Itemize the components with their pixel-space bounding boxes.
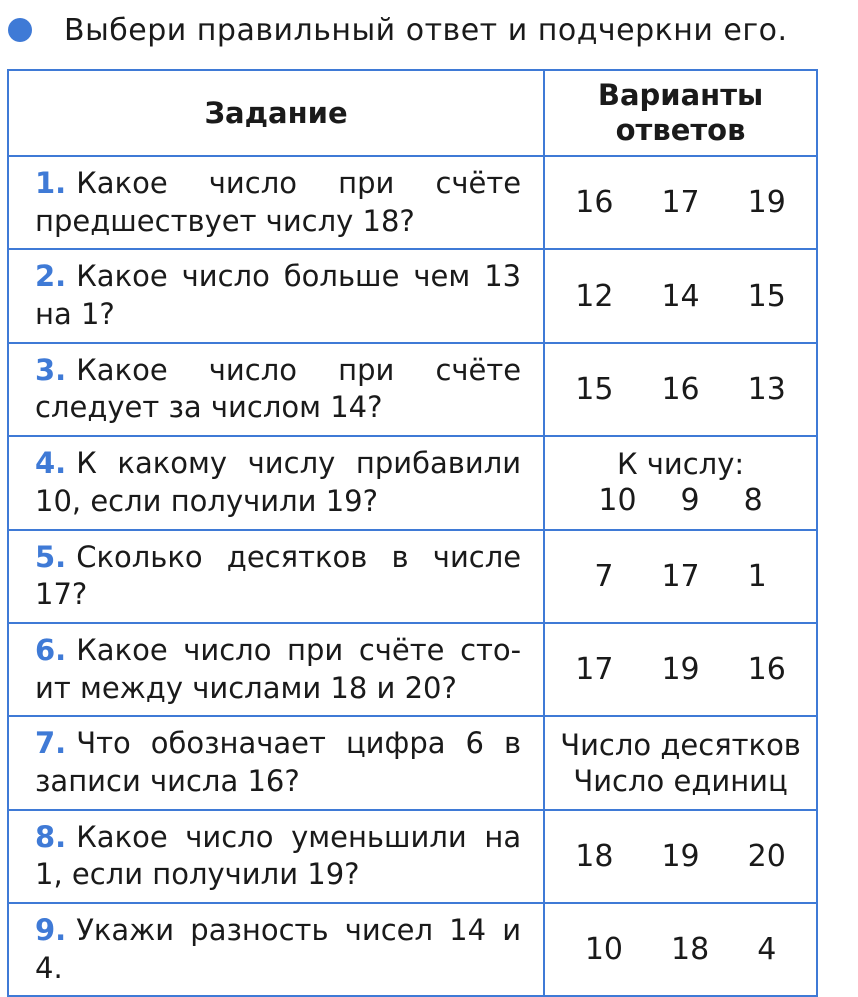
answer-option[interactable]: 17 xyxy=(575,652,614,688)
answer-cell xyxy=(544,623,817,716)
task-text: Сколько десятков в числе 17? xyxy=(35,539,522,612)
task-number: 3. xyxy=(35,352,67,387)
answer-option[interactable]: 16 xyxy=(661,371,700,407)
answer-cell xyxy=(544,436,817,529)
answer-cell xyxy=(544,343,817,436)
header-task: Задание xyxy=(8,70,544,156)
task-cell xyxy=(8,249,544,342)
task-number: 8. xyxy=(35,819,67,854)
task-cell xyxy=(8,156,544,249)
answer-option[interactable]: 20 xyxy=(747,838,786,874)
task-number: 6. xyxy=(35,632,67,667)
task-text: Укажи разность чисел 14 и 4. xyxy=(35,913,522,985)
task-number: 2. xyxy=(35,259,67,294)
answer-option[interactable]: Число десятков xyxy=(560,727,801,762)
task-text: К какому числу прибавили 10, если получили 19? xyxy=(35,446,522,518)
answer-option[interactable]: 18 xyxy=(575,838,614,874)
answer-option[interactable]: 18 xyxy=(671,932,710,968)
table-row xyxy=(8,716,817,809)
bullet-icon xyxy=(8,18,32,42)
answer-option[interactable]: 14 xyxy=(661,278,700,314)
answer-option[interactable]: 17 xyxy=(661,558,700,594)
task-number: 5. xyxy=(35,539,67,574)
answer-cell xyxy=(544,530,817,623)
answer-option[interactable]: 12 xyxy=(575,278,614,314)
table-row xyxy=(8,249,817,342)
task-text: Что обозначает цифра 6 в записи числа 16? xyxy=(35,726,522,798)
task-text: Какое число при счёте сто-ит между числами 18 и 20? xyxy=(35,632,522,705)
task-cell xyxy=(8,530,544,623)
answer-option[interactable]: 4 xyxy=(757,932,777,968)
task-number: 4. xyxy=(35,446,67,481)
answer-option[interactable]: 13 xyxy=(747,371,786,407)
table-row xyxy=(8,530,817,623)
answer-option[interactable]: 17 xyxy=(661,185,700,221)
answer-option[interactable]: 19 xyxy=(661,838,700,874)
task-text: Какое число больше чем 13 на 1? xyxy=(35,259,522,332)
answer-option[interactable]: 19 xyxy=(661,652,700,688)
task-text: Какое число уменьшили на 1, если получили 19? xyxy=(35,819,522,892)
answer-option[interactable]: 19 xyxy=(747,185,786,221)
table-row xyxy=(8,623,817,716)
answer-option[interactable]: 16 xyxy=(575,185,614,221)
answer-cell xyxy=(544,249,817,342)
answer-option[interactable]: 15 xyxy=(747,278,786,314)
answer-cell xyxy=(544,903,817,996)
answer-option[interactable]: 8 xyxy=(743,483,763,519)
task-cell xyxy=(8,810,544,903)
instruction xyxy=(8,8,788,52)
answer-option[interactable]: 16 xyxy=(747,652,786,688)
instruction-text: Выбери правильный ответ и подчеркни его. xyxy=(64,12,788,48)
task-cell xyxy=(8,903,544,996)
task-number: 7. xyxy=(35,726,67,761)
answer-option[interactable]: 9 xyxy=(680,483,700,519)
answer-option[interactable]: 15 xyxy=(575,371,614,407)
tasks-table xyxy=(7,69,818,997)
task-cell xyxy=(8,436,544,529)
table-header xyxy=(8,70,817,156)
answer-prefix: К числу: xyxy=(616,446,745,481)
task-cell xyxy=(8,343,544,436)
table-row xyxy=(8,436,817,529)
answer-option[interactable]: 1 xyxy=(747,558,767,594)
table-row xyxy=(8,343,817,436)
answer-option[interactable]: Число единиц xyxy=(573,763,788,798)
task-cell xyxy=(8,716,544,809)
task-cell xyxy=(8,623,544,716)
answer-cell xyxy=(544,156,817,249)
answer-option[interactable]: 7 xyxy=(594,558,614,594)
task-number: 9. xyxy=(35,913,67,947)
header-answers: Варианты ответов xyxy=(544,70,817,156)
answer-option[interactable]: 10 xyxy=(598,483,637,519)
task-text: Какое число при счёте следует за числом 14? xyxy=(35,352,522,425)
task-text: Какое число при счёте предшествует числу 18? xyxy=(35,166,522,238)
table-row xyxy=(8,810,817,903)
task-number: 1. xyxy=(35,166,67,200)
table-row xyxy=(8,156,817,249)
answer-cell xyxy=(544,716,817,809)
table-row xyxy=(8,903,817,996)
answer-cell xyxy=(544,810,817,903)
answer-option[interactable]: 10 xyxy=(584,932,623,968)
